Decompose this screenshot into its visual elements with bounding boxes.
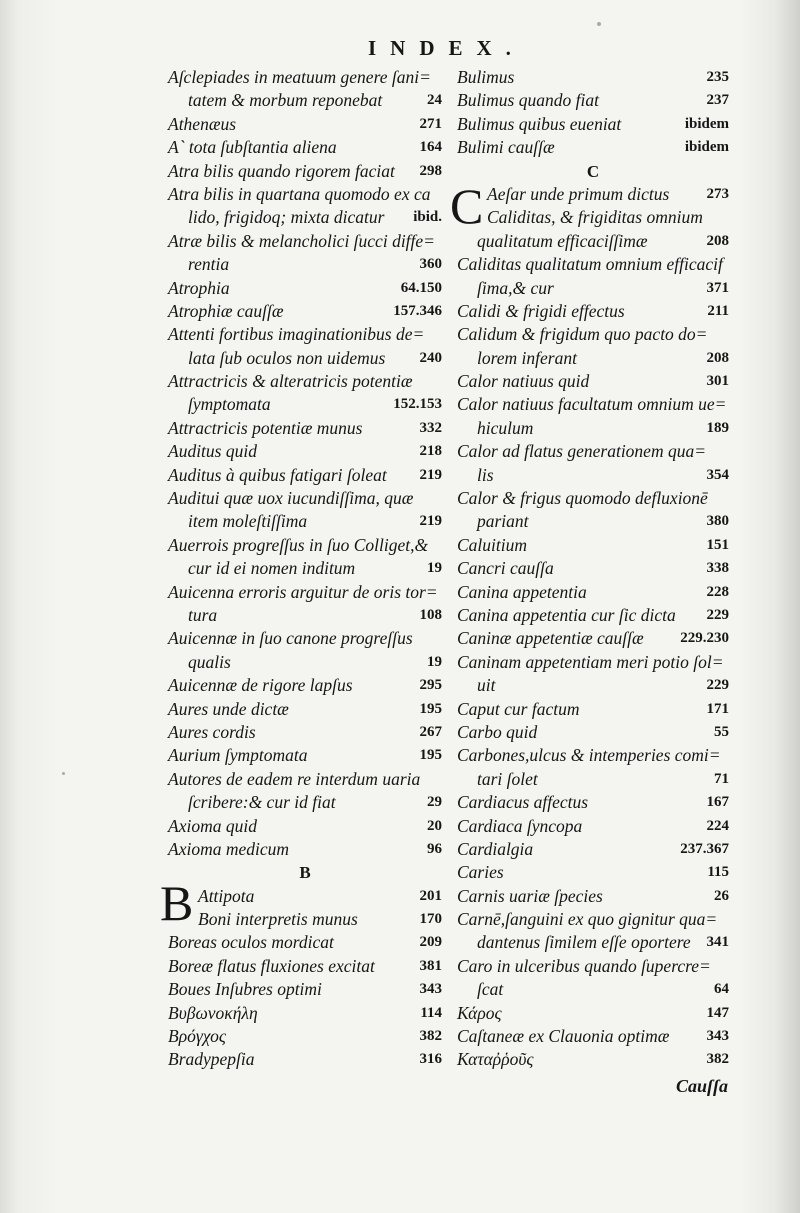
section-letter bbox=[168, 861, 442, 884]
entry-text: Carbo quid bbox=[457, 721, 538, 742]
page-reference: 171 bbox=[706, 700, 729, 717]
entry-text: Boreas oculos mordicat bbox=[168, 932, 334, 953]
index-entry bbox=[457, 393, 729, 416]
entry-text: Calidum & frigidum quo pacto do= bbox=[457, 324, 708, 345]
entry-text: Κάρος bbox=[457, 1002, 502, 1023]
entry-text: Bulimus quando fiat bbox=[457, 90, 599, 111]
entry-text: Auerrois progreſſus in ſuo Colliget,& bbox=[168, 534, 429, 555]
entry-text: pariant bbox=[477, 511, 529, 532]
page-reference: 189 bbox=[706, 419, 729, 436]
index-entry bbox=[457, 581, 729, 604]
ink-speck bbox=[597, 22, 601, 26]
page-reference: 64 bbox=[714, 981, 729, 998]
index-entry bbox=[168, 581, 442, 604]
page-reference: 170 bbox=[419, 911, 442, 928]
index-entry bbox=[168, 721, 442, 744]
page-reference: 201 bbox=[419, 887, 442, 904]
index-entry bbox=[457, 534, 729, 557]
entry-text: hiculum bbox=[477, 417, 534, 438]
index-entry bbox=[168, 768, 442, 791]
drop-cap-c: C bbox=[450, 178, 484, 234]
index-entry bbox=[168, 300, 442, 323]
index-entry bbox=[457, 557, 729, 580]
index-entry bbox=[168, 627, 442, 650]
page-reference: 115 bbox=[707, 864, 729, 881]
entry-text: A` tota ſubſtantia aliena bbox=[168, 137, 337, 158]
page-reference: ibidem bbox=[684, 115, 729, 132]
entry-text: Caluitium bbox=[457, 534, 528, 555]
index-entry bbox=[168, 183, 442, 206]
entry-text: Auicennæ in ſuo canone progreſſus bbox=[168, 628, 413, 649]
index-entry bbox=[168, 838, 442, 861]
page-reference: 96 bbox=[427, 840, 442, 857]
index-entry bbox=[457, 791, 729, 814]
index-entry bbox=[457, 1025, 729, 1048]
page-reference: 380 bbox=[706, 513, 729, 530]
entry-text: Carnē,ſanguini ex quo gignitur qua= bbox=[457, 909, 718, 930]
entry-text: Aures unde dictæ bbox=[168, 698, 289, 719]
page-reference: 354 bbox=[706, 466, 729, 483]
entry-text: Bulimi cauſſæ bbox=[457, 137, 555, 158]
page-reference: 341 bbox=[706, 934, 729, 951]
page-reference: 19 bbox=[427, 653, 442, 670]
page-reference: 332 bbox=[419, 419, 442, 436]
entry-text: Aeſar unde primum dictus bbox=[487, 183, 670, 204]
page-reference: 208 bbox=[706, 232, 729, 249]
page-reference: 29 bbox=[427, 794, 442, 811]
entry-text: Καταῤῥοῦς bbox=[457, 1049, 534, 1070]
index-entry bbox=[168, 978, 442, 1001]
entry-text: uit bbox=[477, 675, 496, 696]
entry-text: Auditus quid bbox=[168, 441, 257, 462]
index-entry bbox=[168, 557, 442, 580]
entry-text: Auicenna erroris arguitur de oris tor= bbox=[168, 581, 438, 602]
entry-text: Caninam appetentiam meri potio ſol= bbox=[457, 651, 724, 672]
entry-text: ſima,& cur bbox=[477, 277, 554, 298]
entry-text: Attipota bbox=[198, 885, 255, 906]
entry-text: C bbox=[586, 161, 600, 181]
index-entry bbox=[168, 1002, 442, 1025]
entry-text: Aurium ſymptomata bbox=[168, 745, 308, 766]
index-entry bbox=[457, 955, 729, 978]
entry-text: Caſtaneæ ex Clauonia optimæ bbox=[457, 1026, 670, 1047]
page-reference: 229 bbox=[706, 606, 729, 623]
index-entry bbox=[457, 651, 729, 674]
entry-text: tura bbox=[188, 604, 218, 625]
entry-text: Auditus à quibus fatigari ſoleat bbox=[168, 464, 387, 485]
page-reference: 298 bbox=[419, 162, 442, 179]
index-entry bbox=[457, 744, 729, 767]
index-entry bbox=[457, 604, 729, 627]
entry-text: Auicennæ de rigore lapſus bbox=[168, 675, 353, 696]
index-entry bbox=[457, 253, 729, 276]
index-entry bbox=[168, 417, 442, 440]
index-entry bbox=[457, 1002, 729, 1025]
entry-text: Attractricis & alteratricis potentiæ bbox=[168, 371, 413, 392]
entry-text: tari ſolet bbox=[477, 768, 538, 789]
page-reference: 157.346 bbox=[393, 302, 442, 319]
index-entry bbox=[168, 440, 442, 463]
index-entry bbox=[168, 744, 442, 767]
page-reference: 219 bbox=[419, 466, 442, 483]
page-reference: 237.367 bbox=[680, 840, 729, 857]
index-entry bbox=[457, 698, 729, 721]
entry-text: Atra bilis in quartana quomodo ex ca bbox=[168, 183, 431, 204]
entry-text: Autores de eadem re interdum uaria bbox=[168, 768, 421, 789]
index-entry bbox=[168, 931, 442, 954]
section-letter bbox=[457, 160, 729, 183]
entry-text: Calor ad flatus generationem qua= bbox=[457, 441, 707, 462]
index-entry bbox=[168, 791, 442, 814]
page-reference: 64.150 bbox=[400, 279, 442, 296]
page-reference: 267 bbox=[419, 723, 442, 740]
entry-text: Βυβωνοκήλη bbox=[168, 1002, 258, 1023]
index-entry bbox=[457, 464, 729, 487]
index-entry bbox=[457, 674, 729, 697]
drop-cap-b: B bbox=[160, 875, 194, 931]
index-entry bbox=[457, 815, 729, 838]
entry-text: Cardiaca ſyncopa bbox=[457, 815, 583, 836]
entry-text: Atra bilis quando rigorem faciat bbox=[168, 160, 395, 181]
index-entry bbox=[457, 838, 729, 861]
index-column-left bbox=[168, 66, 442, 1072]
index-entry bbox=[457, 66, 729, 89]
entry-text: Bradypepſia bbox=[168, 1049, 255, 1070]
index-entry bbox=[168, 393, 442, 416]
page-reference: 108 bbox=[419, 606, 442, 623]
index-entry bbox=[457, 978, 729, 1001]
index-entry bbox=[168, 604, 442, 627]
page-reference: 219 bbox=[419, 513, 442, 530]
index-entry bbox=[457, 230, 729, 253]
index-entry bbox=[168, 230, 442, 253]
catchword: Cauſſa bbox=[676, 1076, 729, 1096]
page-reference: 164 bbox=[419, 139, 442, 156]
page-reference: 382 bbox=[419, 1028, 442, 1045]
index-entry bbox=[168, 253, 442, 276]
entry-text: Βρόγχος bbox=[168, 1026, 226, 1047]
index-entry bbox=[457, 885, 729, 908]
page-reference: 218 bbox=[419, 443, 442, 460]
entry-text: Cardiacus affectus bbox=[457, 792, 589, 813]
index-entry bbox=[168, 534, 442, 557]
page-reference: 224 bbox=[706, 817, 729, 834]
entry-text: Boni interpretis munus bbox=[198, 909, 358, 930]
page-reference: 19 bbox=[427, 560, 442, 577]
entry-text: ſymptomata bbox=[188, 394, 271, 415]
index-entry bbox=[168, 651, 442, 674]
index-entry bbox=[457, 440, 729, 463]
entry-text: rentia bbox=[188, 254, 230, 275]
index-entry bbox=[168, 89, 442, 112]
page-reference: 237 bbox=[706, 92, 729, 109]
entry-text: Atrophiæ cauſſæ bbox=[168, 300, 284, 321]
index-entry bbox=[457, 323, 729, 346]
page-reference: 211 bbox=[707, 302, 729, 319]
index-entry bbox=[168, 464, 442, 487]
page-header: INDEX. bbox=[368, 36, 525, 60]
entry-text: tatem & morbum reponebat bbox=[188, 90, 383, 111]
entry-text: Auditui quæ uox iucundiſſima, quæ bbox=[168, 488, 414, 509]
page-reference: 195 bbox=[419, 747, 442, 764]
entry-text: Calor natiuus facultatum omnium ue= bbox=[457, 394, 727, 415]
page-reference: 371 bbox=[706, 279, 729, 296]
index-entry bbox=[168, 66, 442, 89]
page-reference: 208 bbox=[706, 349, 729, 366]
index-entry bbox=[457, 183, 729, 206]
entry-text: Cardialgia bbox=[457, 838, 534, 859]
index-entry bbox=[457, 487, 729, 510]
index-entry bbox=[457, 89, 729, 112]
entry-text: Axioma medicum bbox=[168, 838, 290, 859]
index-entry bbox=[457, 627, 729, 650]
index-entry bbox=[168, 815, 442, 838]
entry-text: Atrophia bbox=[168, 277, 230, 298]
page-reference: 343 bbox=[419, 981, 442, 998]
page-reference: 381 bbox=[419, 957, 442, 974]
page-reference: 26 bbox=[714, 887, 729, 904]
entry-text: Calor natiuus quid bbox=[457, 371, 590, 392]
index-entry bbox=[168, 674, 442, 697]
index-entry bbox=[168, 908, 442, 931]
entry-text: lorem inferant bbox=[477, 347, 577, 368]
page-reference: 152.153 bbox=[393, 396, 442, 413]
page-reference: 229.230 bbox=[680, 630, 729, 647]
index-entry bbox=[168, 206, 442, 229]
page-reference: 240 bbox=[419, 349, 442, 366]
page-reference: 235 bbox=[706, 69, 729, 85]
entry-text: dantenus ſimilem eſſe oportere bbox=[477, 932, 691, 953]
entry-text: Caries bbox=[457, 862, 504, 883]
index-entry bbox=[168, 698, 442, 721]
entry-text: Canina appetentia cur ſic dicta bbox=[457, 604, 676, 625]
index-entry bbox=[457, 347, 729, 370]
index-entry bbox=[168, 136, 442, 159]
index-entry bbox=[168, 370, 442, 393]
entry-text: Caliditas, & frigiditas omnium bbox=[487, 207, 703, 228]
entry-text: Boreæ flatus fluxiones excitat bbox=[168, 955, 375, 976]
index-entry bbox=[457, 1048, 729, 1071]
index-column-right bbox=[457, 66, 729, 1072]
entry-text: Calor & frigus quomodo defluxionē bbox=[457, 488, 708, 509]
entry-text: item moleſtiſſima bbox=[188, 511, 308, 532]
page-reference: 273 bbox=[706, 185, 729, 202]
entry-text: Attractricis potentiæ munus bbox=[168, 417, 363, 438]
index-entry bbox=[168, 113, 442, 136]
index-entry bbox=[457, 721, 729, 744]
entry-text: Boues Inſubres optimi bbox=[168, 979, 322, 1000]
page-reference: 316 bbox=[419, 1051, 442, 1068]
page-reference: 20 bbox=[427, 817, 442, 834]
page-reference: ibidem bbox=[684, 139, 729, 156]
index-entry bbox=[457, 136, 729, 159]
page-reference: 301 bbox=[706, 373, 729, 390]
index-entry bbox=[457, 417, 729, 440]
page-reference: 271 bbox=[419, 115, 442, 132]
page-reference: 167 bbox=[706, 794, 729, 811]
entry-text: cur id ei nomen inditum bbox=[188, 558, 356, 579]
index-entry bbox=[168, 347, 442, 370]
ink-speck bbox=[62, 772, 65, 775]
entry-text: Caro in ulceribus quando ſupercre= bbox=[457, 955, 711, 976]
entry-text: B bbox=[299, 863, 311, 883]
index-entry bbox=[457, 370, 729, 393]
entry-text: Attenti fortibus imaginationibus de= bbox=[168, 324, 425, 345]
index-entry bbox=[168, 323, 442, 346]
entry-text: ſcat bbox=[477, 979, 504, 1000]
entry-text: lido, frigidoq; mixta dicatur bbox=[188, 207, 385, 228]
page-reference: 151 bbox=[706, 536, 729, 553]
page-reference: 55 bbox=[714, 723, 729, 740]
page-reference: 147 bbox=[706, 1004, 729, 1021]
entry-text: Caput cur factum bbox=[457, 698, 580, 719]
index-entry bbox=[168, 277, 442, 300]
page-reference: 295 bbox=[419, 677, 442, 694]
index-entry bbox=[457, 206, 729, 229]
entry-text: lata ſub oculos non uidemus bbox=[188, 347, 386, 368]
entry-text: Calidi & frigidi effectus bbox=[457, 300, 625, 321]
index-entry bbox=[457, 510, 729, 533]
entry-text: ſcribere:& cur id fiat bbox=[188, 792, 336, 813]
index-entry bbox=[168, 955, 442, 978]
page-reference: 338 bbox=[706, 560, 729, 577]
index-entry bbox=[457, 768, 729, 791]
page-reference: 24 bbox=[427, 92, 442, 109]
page-reference: 228 bbox=[706, 583, 729, 600]
entry-text: Caliditas qualitatum omnium efficacif bbox=[457, 254, 723, 275]
page-reference: 114 bbox=[420, 1004, 442, 1021]
entry-text: lis bbox=[477, 464, 494, 485]
entry-text: Axioma quid bbox=[168, 815, 257, 836]
entry-text: Aures cordis bbox=[168, 721, 256, 742]
index-entry bbox=[457, 931, 729, 954]
index-entry bbox=[457, 277, 729, 300]
page-reference: 343 bbox=[706, 1028, 729, 1045]
page-reference: 71 bbox=[714, 770, 729, 787]
index-entry bbox=[168, 160, 442, 183]
page-reference: 360 bbox=[419, 256, 442, 273]
entry-text: Atræ bilis & melancholici ſucci diffe= bbox=[168, 230, 435, 251]
index-entry bbox=[168, 1048, 442, 1071]
entry-text: Athenæus bbox=[168, 113, 237, 134]
entry-text: Bulimus quibus eueniat bbox=[457, 113, 622, 134]
index-entry bbox=[457, 113, 729, 136]
entry-text: Canina appetentia bbox=[457, 581, 587, 602]
page-reference: ibid. bbox=[413, 209, 442, 226]
entry-text: Carnis uariæ ſpecies bbox=[457, 885, 603, 906]
page-reference: 195 bbox=[419, 700, 442, 717]
index-entry bbox=[168, 1025, 442, 1048]
index-entry bbox=[168, 885, 442, 908]
entry-text: qualitatum efficaciſſimæ bbox=[477, 230, 648, 251]
entry-text: qualis bbox=[188, 651, 231, 672]
page-reference: 209 bbox=[419, 934, 442, 951]
entry-text: Bulimus bbox=[457, 67, 515, 87]
index-entry bbox=[457, 861, 729, 884]
entry-text: Caninæ appetentiæ cauſſæ bbox=[457, 628, 644, 649]
page-reference: 382 bbox=[706, 1051, 729, 1068]
entry-text: Cancri cauſſa bbox=[457, 558, 554, 579]
index-entry bbox=[457, 908, 729, 931]
index-entry bbox=[168, 510, 442, 533]
entry-text: Carbones,ulcus & intemperies comi= bbox=[457, 745, 721, 766]
index-entry bbox=[168, 487, 442, 510]
index-entry bbox=[457, 300, 729, 323]
entry-text: Aſclepiades in meatuum genere ſani= bbox=[168, 67, 431, 87]
page-reference: 229 bbox=[706, 677, 729, 694]
